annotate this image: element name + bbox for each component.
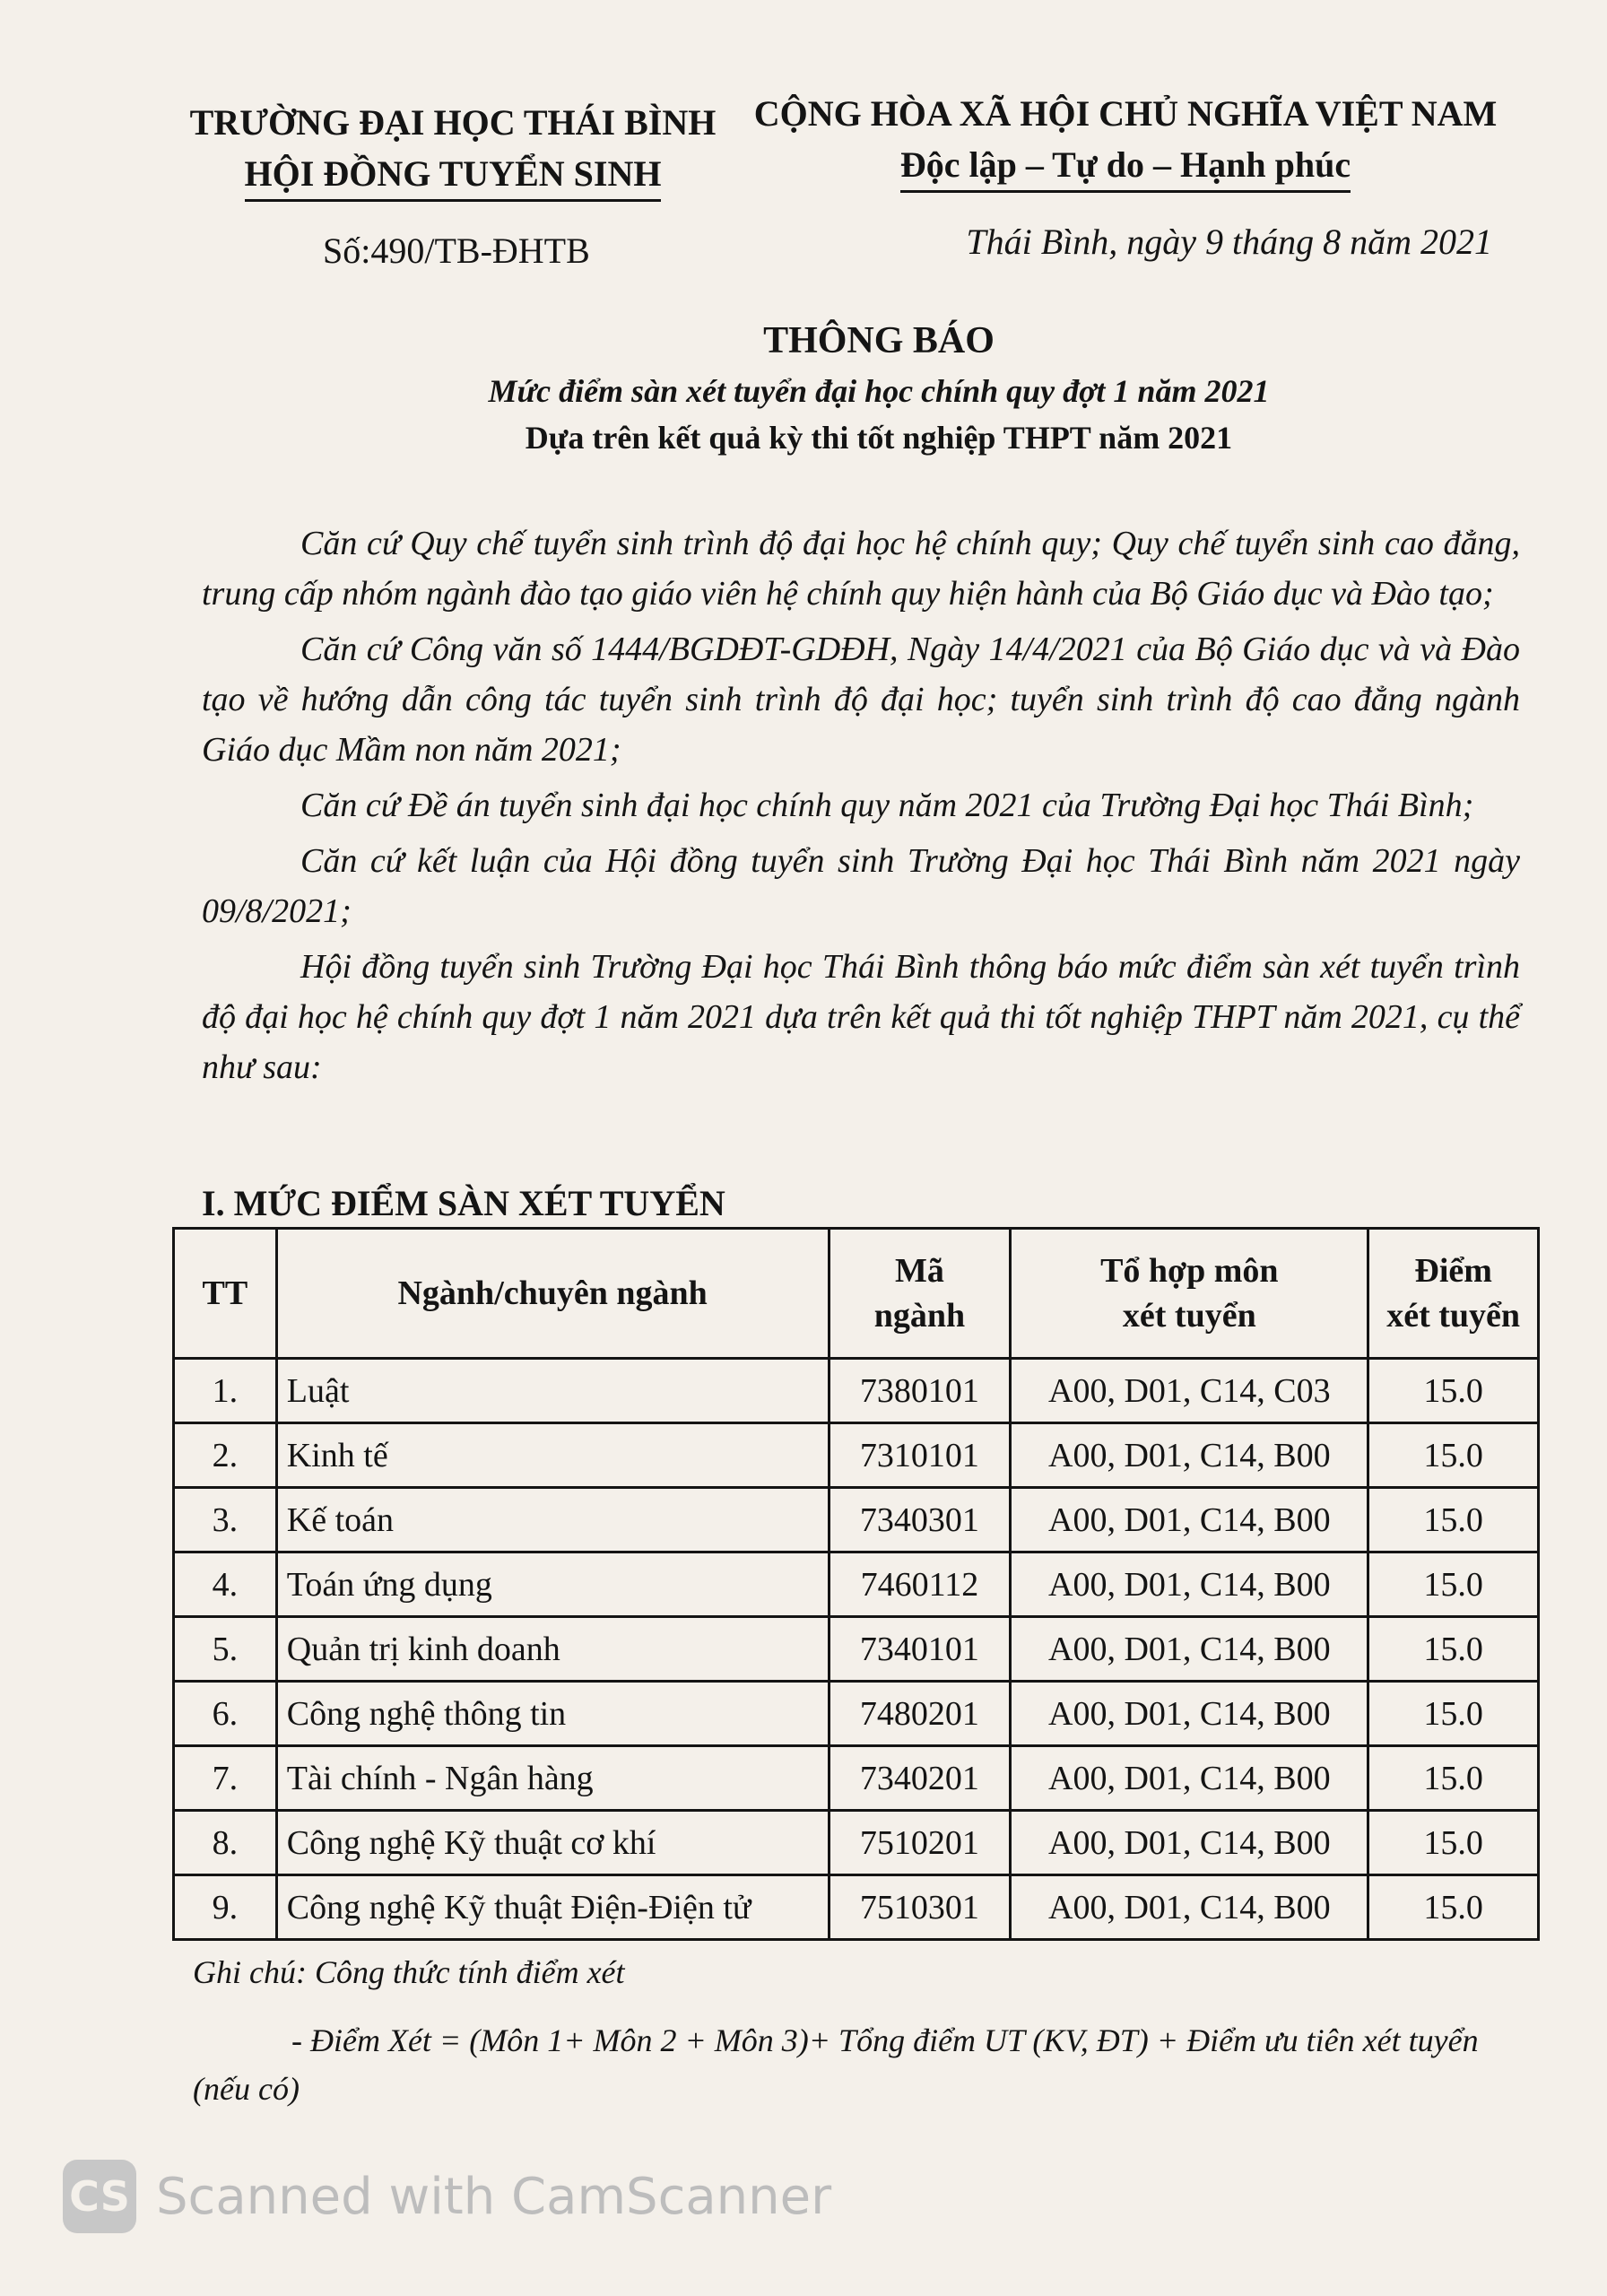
header-score-line2: xét tuyển xyxy=(1386,1297,1521,1335)
cell-name: Tài chính - Ngân hàng xyxy=(276,1746,829,1811)
cell-score: 15.0 xyxy=(1368,1682,1539,1746)
cell-name: Kế toán xyxy=(276,1488,829,1552)
cell-code: 7340301 xyxy=(829,1488,1011,1552)
table-row xyxy=(174,1423,1539,1488)
cell-code: 7460112 xyxy=(829,1552,1011,1617)
cell-name: Quản trị kinh doanh xyxy=(276,1617,829,1682)
cell-code: 7340201 xyxy=(829,1746,1011,1811)
cell-tt: 1. xyxy=(174,1359,277,1423)
cell-tt: 2. xyxy=(174,1423,277,1488)
score-table xyxy=(172,1227,1540,1941)
table-row xyxy=(174,1488,1539,1552)
cell-code: 7340101 xyxy=(829,1617,1011,1682)
document-title-block xyxy=(296,314,1462,461)
cell-combo: A00, D01, C14, B00 xyxy=(1011,1488,1368,1552)
cell-code: 7510201 xyxy=(829,1811,1011,1875)
cell-name: Luật xyxy=(276,1359,829,1423)
camscanner-text: Scanned with CamScanner xyxy=(156,2167,832,2226)
cell-name: Toán ứng dụng xyxy=(276,1552,829,1617)
cell-tt: 5. xyxy=(174,1617,277,1682)
cell-score: 15.0 xyxy=(1368,1875,1539,1940)
paragraph-1: Căn cứ Quy chế tuyển sinh trình độ đại học hệ chính quy; Quy chế tuyển sinh cao đẳng, trung cấp nhóm ngành đào tạo giáo viên hệ chính quy hiện hành của Bộ Giáo dục và Đào tạo; xyxy=(202,525,1520,613)
header-combo-line2: xét tuyển xyxy=(1122,1297,1256,1335)
paragraph-3: Căn cứ Đề án tuyển sinh đại học chính quy năm 2021 của Trường Đại học Thái Bình; xyxy=(300,787,1474,824)
document-subtitle-1: Mức điểm sàn xét tuyển đại học chính quy đợt 1 năm 2021 xyxy=(488,373,1270,409)
score-formula: - Điểm Xét = (Môn 1+ Môn 2 + Môn 3)+ Tổng điểm UT (KV, ĐT) + Điểm ưu tiên xét tuyển (nếu có) xyxy=(193,2022,1479,2107)
cell-name: Công nghệ thông tin xyxy=(276,1682,829,1746)
national-header xyxy=(731,88,1520,193)
document-date: Thái Bình, ngày 9 tháng 8 năm 2021 xyxy=(966,222,1492,262)
cell-score: 15.0 xyxy=(1368,1359,1539,1423)
table-header-row xyxy=(174,1229,1539,1359)
cell-name: Kinh tế xyxy=(276,1423,829,1488)
cell-combo: A00, D01, C14, B00 xyxy=(1011,1682,1368,1746)
paragraph-5: Hội đồng tuyển sinh Trường Đại học Thái Bình thông báo mức điểm sàn xét tuyển trình độ đại học hệ chính quy đợt 1 năm 2021 dựa trên kết quả thi tốt nghiệp THPT năm 2021, cụ thể như sau: xyxy=(202,948,1520,1086)
cell-code: 7480201 xyxy=(829,1682,1011,1746)
header-code-line2: ngành xyxy=(873,1297,966,1335)
section-title: I. MỨC ĐIỂM SÀN XÉT TUYỂN xyxy=(202,1183,725,1223)
table-row xyxy=(174,1359,1539,1423)
cell-combo: A00, D01, C14, C03 xyxy=(1011,1359,1368,1423)
header-tt: TT xyxy=(174,1229,277,1359)
cell-tt: 8. xyxy=(174,1811,277,1875)
document-number: Số:490/TB-ĐHTB xyxy=(323,230,590,271)
note-label: Ghi chú: Công thức tính điểm xét xyxy=(193,1954,625,1990)
header-combo-line1: Tổ hợp môn xyxy=(1100,1252,1279,1290)
council-name: HỘI ĐỒNG TUYỂN SINH xyxy=(245,149,662,202)
cell-tt: 3. xyxy=(174,1488,277,1552)
header-combo xyxy=(1011,1229,1368,1359)
header-name: Ngành/chuyên ngành xyxy=(276,1229,829,1359)
document-subtitle-2: Dựa trên kết quả kỳ thi tốt nghiệp THPT năm 2021 xyxy=(525,420,1233,456)
table-row xyxy=(174,1811,1539,1875)
national-motto: Độc lập – Tự do – Hạnh phúc xyxy=(900,140,1351,193)
cell-combo: A00, D01, C14, B00 xyxy=(1011,1423,1368,1488)
cell-score: 15.0 xyxy=(1368,1488,1539,1552)
header-score xyxy=(1368,1229,1539,1359)
cell-code: 7510301 xyxy=(829,1875,1011,1940)
cell-combo: A00, D01, C14, B00 xyxy=(1011,1746,1368,1811)
cell-tt: 7. xyxy=(174,1746,277,1811)
cell-score: 15.0 xyxy=(1368,1423,1539,1488)
table-row xyxy=(174,1746,1539,1811)
header-code xyxy=(829,1229,1011,1359)
institution-header xyxy=(184,97,722,202)
cell-score: 15.0 xyxy=(1368,1746,1539,1811)
document-title: THÔNG BÁO xyxy=(763,320,995,361)
header-code-line1: Mã xyxy=(894,1252,944,1290)
document-body xyxy=(202,518,1520,1098)
cell-combo: A00, D01, C14, B00 xyxy=(1011,1617,1368,1682)
cell-score: 15.0 xyxy=(1368,1552,1539,1617)
cell-combo: A00, D01, C14, B00 xyxy=(1011,1552,1368,1617)
camscanner-logo-icon: CS xyxy=(63,2160,136,2233)
cell-name: Công nghệ Kỹ thuật Điện-Điện tử xyxy=(276,1875,829,1940)
country-name: CỘNG HÒA XÃ HỘI CHỦ NGHĨA VIỆT NAM xyxy=(753,93,1498,134)
cell-score: 15.0 xyxy=(1368,1617,1539,1682)
table-row xyxy=(174,1617,1539,1682)
cell-name: Công nghệ Kỹ thuật cơ khí xyxy=(276,1811,829,1875)
cell-combo: A00, D01, C14, B00 xyxy=(1011,1875,1368,1940)
university-name: TRƯỜNG ĐẠI HỌC THÁI BÌNH xyxy=(189,102,717,143)
paragraph-2: Căn cứ Công văn số 1444/BGDĐT-GDĐH, Ngày 14/4/2021 của Bộ Giáo dục và và Đào tạo về hướng dẫn công tác tuyển sinh trình độ đại học; tuyển sinh trình độ cao đẳng ngành Giáo dục Mầm non năm 2021; xyxy=(202,631,1520,769)
cell-tt: 9. xyxy=(174,1875,277,1940)
cell-score: 15.0 xyxy=(1368,1811,1539,1875)
table-row xyxy=(174,1552,1539,1617)
paragraph-4: Căn cứ kết luận của Hội đồng tuyển sinh Trường Đại học Thái Bình năm 2021 ngày 09/8/2021; xyxy=(202,842,1520,930)
cell-code: 7380101 xyxy=(829,1359,1011,1423)
camscanner-watermark xyxy=(63,2160,831,2233)
header-score-line1: Điểm xyxy=(1414,1252,1492,1290)
cell-tt: 6. xyxy=(174,1682,277,1746)
cell-tt: 4. xyxy=(174,1552,277,1617)
table-row xyxy=(174,1875,1539,1940)
table-row xyxy=(174,1682,1539,1746)
cell-code: 7310101 xyxy=(829,1423,1011,1488)
cell-combo: A00, D01, C14, B00 xyxy=(1011,1811,1368,1875)
